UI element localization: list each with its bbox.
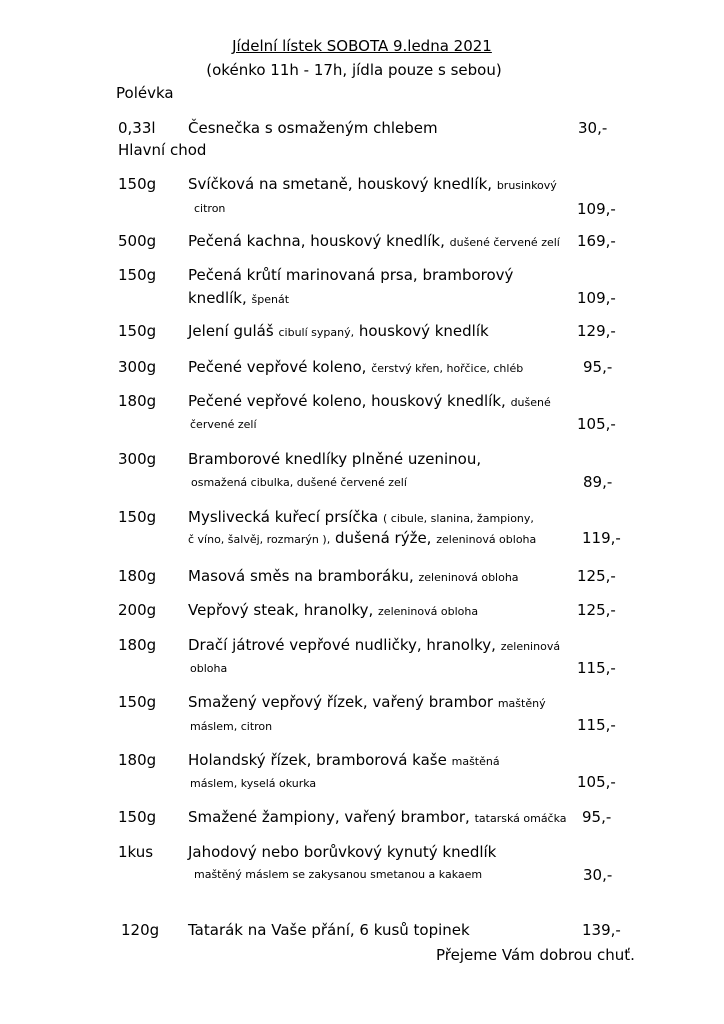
item-price: 89,- (583, 473, 613, 491)
item-price: 95,- (583, 358, 613, 376)
item-name-line2: č víno, šalvěj, rozmarýn ), dušená rýže, zeleninová obloha (188, 529, 537, 547)
item-name: Smažené žampiony, vařený brambor, tatarská omáčka (188, 808, 567, 826)
item-name: Pečené vepřové koleno, čerstvý křen, hořčice, chléb (188, 358, 524, 376)
item-qty: 150g (118, 693, 157, 711)
section-soup: Polévka (116, 84, 174, 102)
item-qty: 0,33l (118, 119, 156, 137)
menu-subtitle: (okénko 11h - 17h, jídla pouze s sebou) (206, 61, 502, 79)
item-side: maštěný máslem se zakysanou smetanou a kakaem (194, 868, 483, 881)
item-qty: 150g (118, 266, 157, 284)
item-qty: 200g (118, 601, 157, 619)
item-price: 139,- (582, 921, 621, 939)
item-price: 105,- (577, 773, 616, 791)
item-side: červené zelí (190, 418, 257, 431)
item-price: 119,- (582, 529, 621, 547)
item-name: Svíčková na smetaně, houskový knedlík, brusinkový (188, 175, 557, 193)
item-side: máslem, kyselá okurka (190, 777, 317, 790)
item-price: 109,- (577, 200, 616, 218)
item-side: citron (194, 202, 226, 215)
item-name: Jahodový nebo borůvkový kynutý knedlík (188, 843, 497, 861)
item-name: Smažený vepřový řízek, vařený brambor maštěný (188, 693, 546, 711)
item-side: osmažená cibulka, dušené červené zelí (191, 476, 407, 489)
item-qty: 150g (118, 175, 157, 193)
item-price: 115,- (577, 659, 616, 677)
item-price: 105,- (577, 415, 616, 433)
item-name: Jelení guláš cibulí sypaný, houskový knedlík (188, 322, 489, 340)
item-price: 169,- (577, 232, 616, 250)
item-name: Pečené vepřové koleno, houskový knedlík, dušené (188, 392, 551, 410)
item-qty: 180g (118, 567, 157, 585)
item-name: Dračí játrové vepřové nudličky, hranolky, zeleninová (188, 636, 561, 654)
item-qty: 300g (118, 450, 157, 468)
item-name-line2: knedlík, špenát (188, 289, 290, 307)
menu-title: Jídelní lístek SOBOTA 9.ledna 2021 (232, 37, 492, 55)
item-price: 125,- (577, 601, 616, 619)
item-price: 115,- (577, 716, 616, 734)
item-qty: 150g (118, 322, 157, 340)
item-price: 30,- (578, 119, 608, 137)
section-main: Hlavní chod (118, 141, 207, 159)
item-price: 95,- (582, 808, 612, 826)
item-price: 125,- (577, 567, 616, 585)
item-qty: 150g (118, 508, 157, 526)
item-name: Vepřový steak, hranolky, zeleninová obloha (188, 601, 479, 619)
item-side: máslem, citron (190, 720, 273, 733)
item-qty: 180g (118, 392, 157, 410)
item-price: 109,- (577, 289, 616, 307)
item-qty: 120g (121, 921, 160, 939)
item-qty: 180g (118, 636, 157, 654)
item-price: 30,- (583, 866, 613, 884)
item-name: Česnečka s osmaženým chlebem (188, 119, 438, 137)
footer-wish: Přejeme Vám dobrou chuť. (436, 946, 635, 964)
item-name: Pečená kachna, houskový knedlík, dušené červené zelí (188, 232, 560, 250)
item-qty: 180g (118, 751, 157, 769)
item-name: Myslivecká kuřecí prsíčka ( cibule, slanina, žampiony, (188, 508, 534, 526)
item-side: obloha (190, 662, 228, 675)
item-name: Pečená krůtí marinovaná prsa, bramborový (188, 266, 514, 284)
item-name: Holandský řízek, bramborová kaše maštěná (188, 751, 500, 769)
item-name: Tatarák na Vaše přání, 6 kusů topinek (188, 921, 470, 939)
item-qty: 1kus (118, 843, 154, 861)
item-qty: 500g (118, 232, 157, 250)
item-qty: 300g (118, 358, 157, 376)
item-qty: 150g (118, 808, 157, 826)
item-price: 129,- (577, 322, 616, 340)
item-name: Masová směs na bramboráku, zeleninová obloha (188, 567, 519, 585)
item-name: Bramborové knedlíky plněné uzeninou, (188, 450, 482, 468)
